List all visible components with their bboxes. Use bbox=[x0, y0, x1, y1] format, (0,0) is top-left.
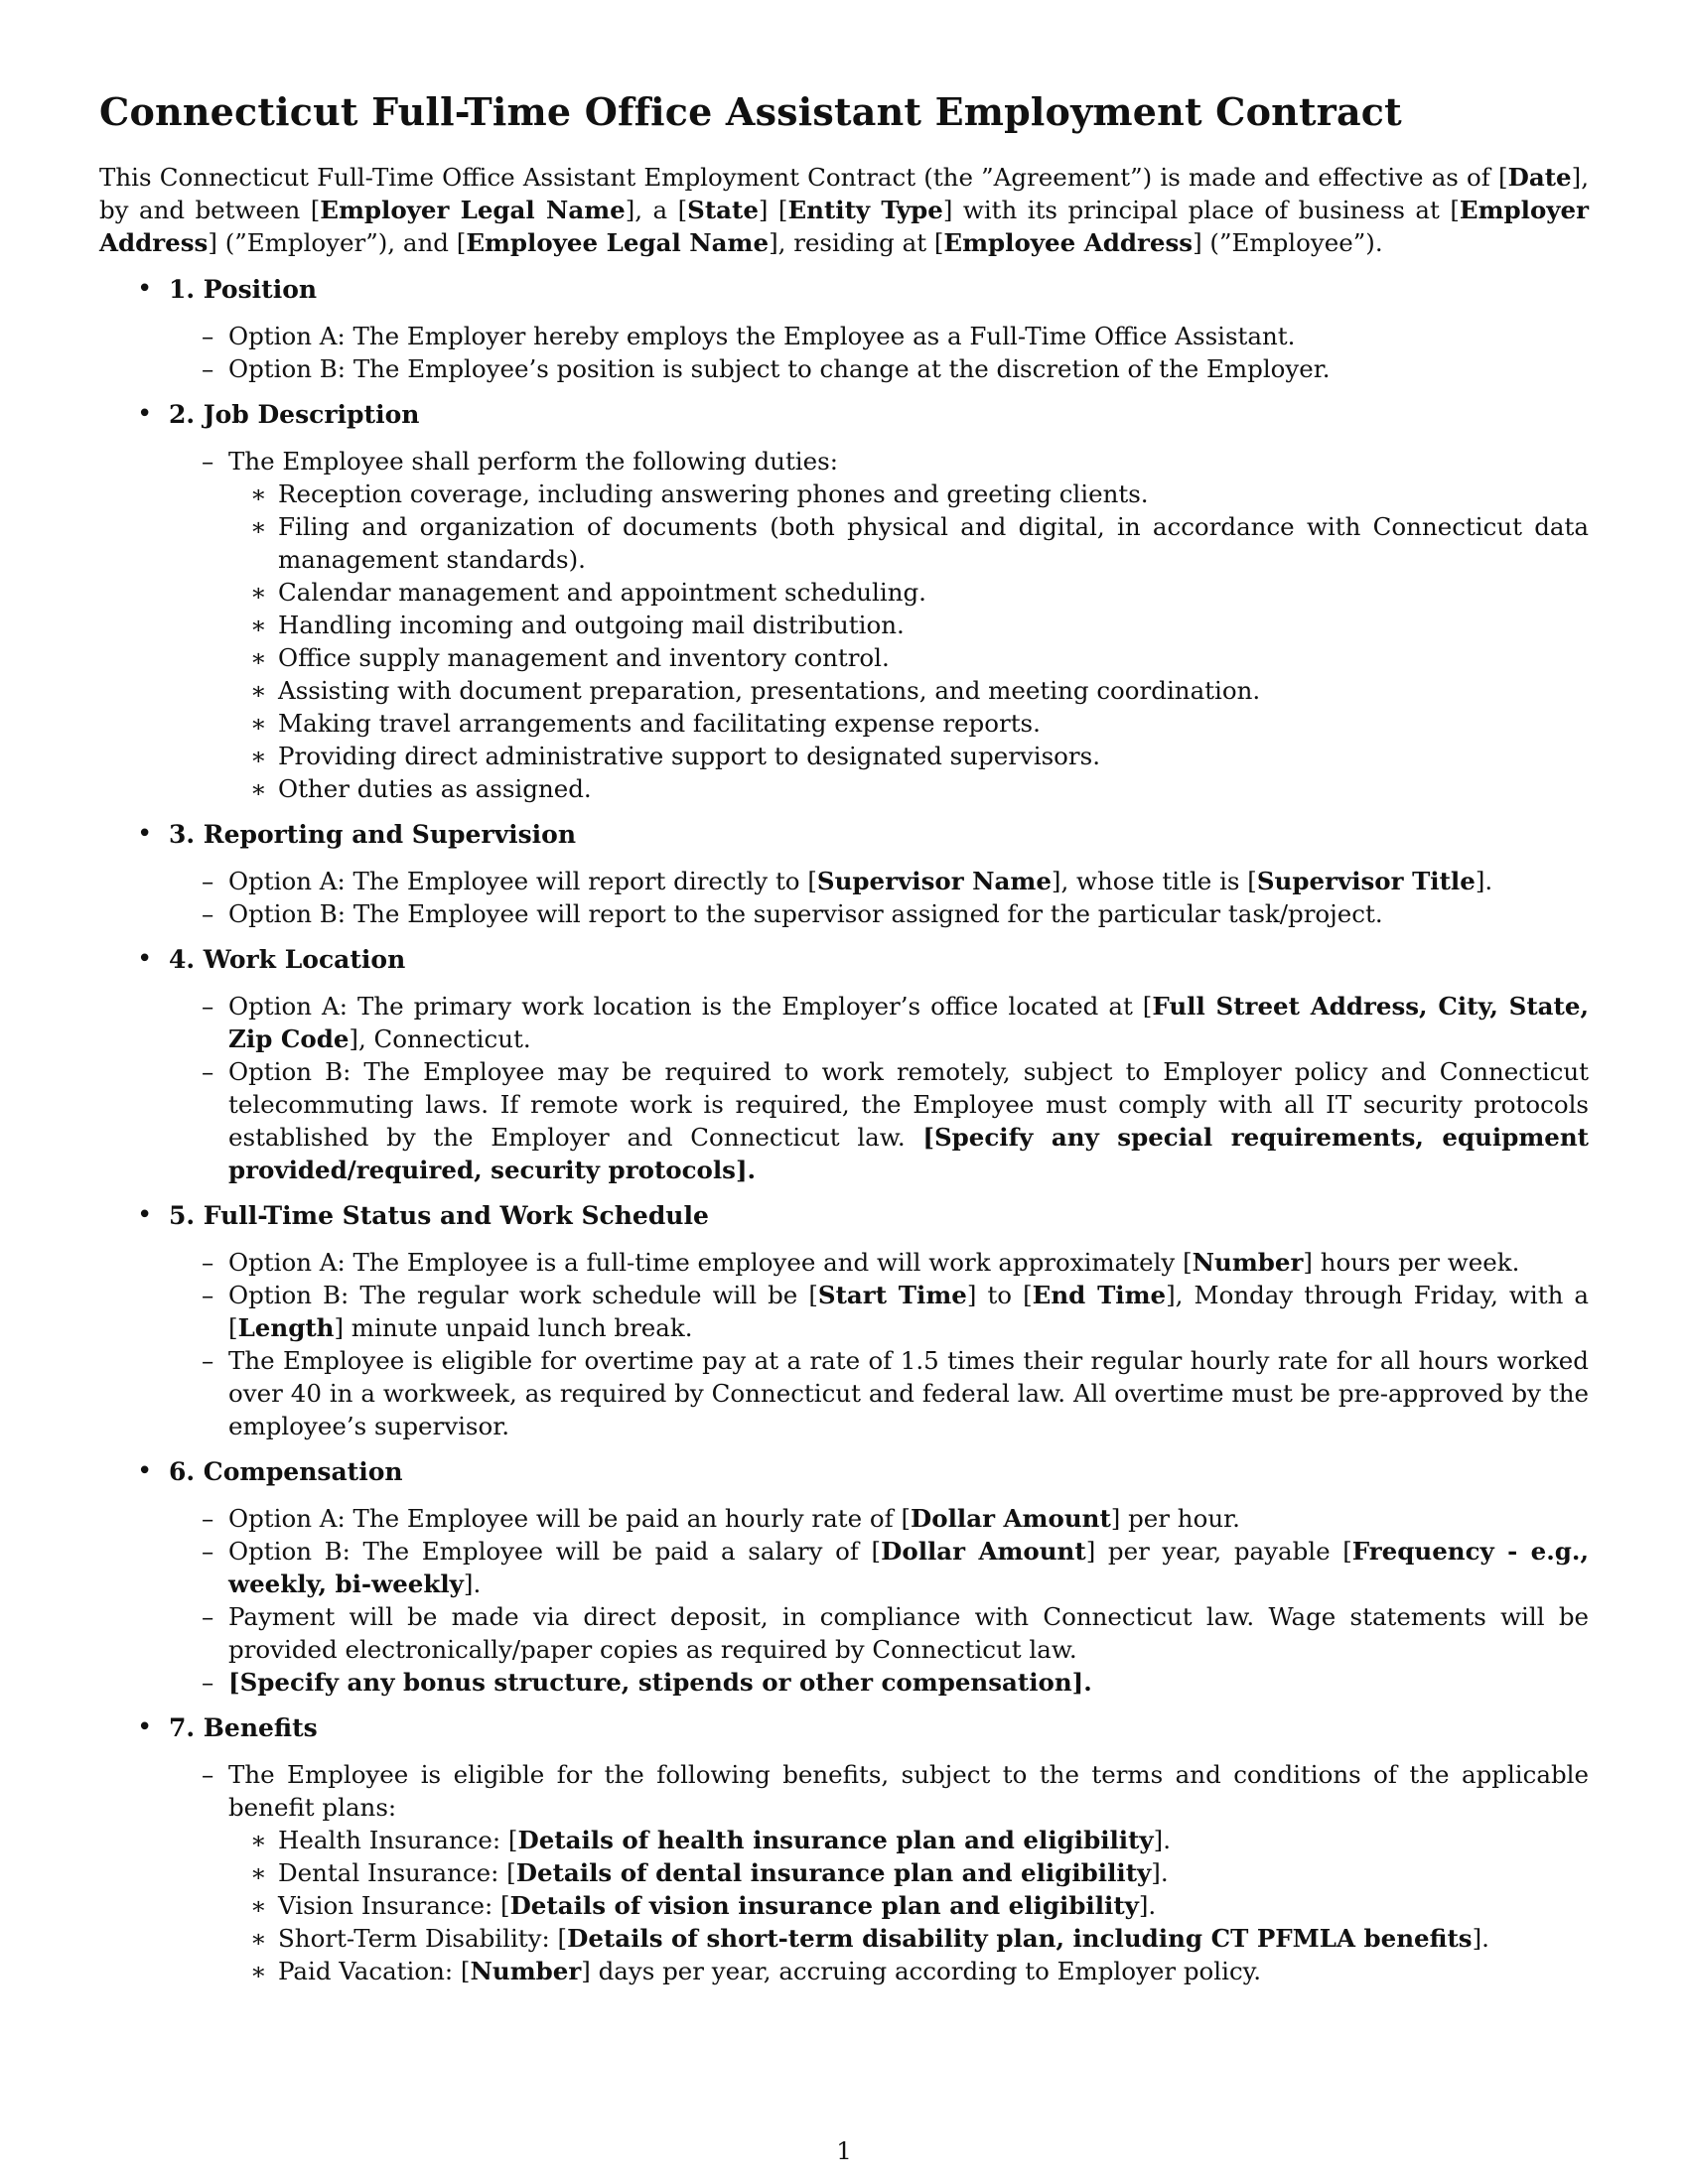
clause-item bbox=[169, 1344, 1589, 1442]
text-run: Payment will be made via direct deposit, in compliance with Connecticut law. Wage statements will be provided electronically/paper copies as required by Connecticut law. bbox=[228, 1601, 1589, 1664]
text-run: ]. bbox=[1153, 1825, 1172, 1854]
text-run: ] [ bbox=[758, 195, 788, 224]
clause-text bbox=[228, 990, 1589, 1055]
placeholder-field: Supervisor Name bbox=[816, 866, 1052, 895]
placeholder-field: End Time bbox=[1032, 1280, 1167, 1309]
section-heading: • 7. Benefits bbox=[169, 1712, 318, 1742]
contract-section bbox=[99, 943, 1589, 1186]
clause-text bbox=[228, 1279, 1589, 1344]
placeholder-field: Dollar Amount bbox=[911, 1503, 1111, 1533]
clause-list bbox=[169, 1758, 1589, 1987]
placeholder-field: Employer Address bbox=[99, 195, 1590, 257]
clause-list bbox=[169, 865, 1589, 930]
intro-paragraph bbox=[99, 161, 1589, 259]
section-heading: • 2. Job Description bbox=[169, 399, 420, 429]
sub-item bbox=[228, 707, 1589, 740]
placeholder-field: Details of vision insurance plan and eligibility bbox=[509, 1890, 1139, 1920]
clause-text bbox=[228, 1535, 1589, 1600]
text-run: Dental Insurance: [ bbox=[278, 1857, 516, 1887]
placeholder-field: Employee Legal Name bbox=[466, 227, 770, 257]
text-run: This Connecticut Full-Time Office Assistant Employment Contract (the ”Agreement”) is made and effective as of [ bbox=[99, 162, 1508, 192]
text-run: ] (”Employee”). bbox=[1193, 227, 1383, 257]
text-run: ], Connecticut. bbox=[349, 1024, 531, 1053]
placeholder-field: Start Time bbox=[817, 1280, 967, 1309]
clause-text bbox=[228, 1600, 1589, 1666]
sub-item bbox=[228, 1922, 1589, 1955]
section-heading: • 6. Compensation bbox=[169, 1456, 403, 1486]
text-run: Making travel arrangements and facilitating expense reports. bbox=[278, 708, 1041, 738]
clause-text bbox=[228, 1666, 1589, 1699]
clause-text bbox=[228, 352, 1589, 385]
text-run: Option A: The Employee is a full-time employee and will work approximately [ bbox=[228, 1247, 1193, 1277]
sub-item bbox=[228, 1824, 1589, 1856]
text-run: ] per hour. bbox=[1110, 1503, 1240, 1533]
placeholder-field: Date bbox=[1507, 162, 1572, 192]
clause-item bbox=[169, 1279, 1589, 1344]
clause-item bbox=[169, 865, 1589, 897]
placeholder-field: Supervisor Title bbox=[1256, 866, 1476, 895]
text-run: ] with its principal place of business at [ bbox=[942, 195, 1460, 224]
text-run: ] days per year, accruing according to Employer policy. bbox=[581, 1956, 1262, 1985]
text-run: Providing direct administrative support to designated supervisors. bbox=[278, 741, 1100, 770]
clause-text bbox=[228, 897, 1589, 930]
page-number: 1 bbox=[836, 2136, 852, 2165]
section-list bbox=[99, 273, 1589, 1987]
section-heading: • 1. Position bbox=[169, 274, 318, 304]
placeholder-field: Full Street Address, City, State, Zip Code bbox=[228, 991, 1589, 1053]
text-run: Short-Term Disability: [ bbox=[278, 1923, 568, 1953]
placeholder-field: Number bbox=[1192, 1247, 1304, 1277]
clause-list bbox=[169, 1502, 1589, 1699]
clause-text bbox=[228, 1344, 1589, 1442]
placeholder-field: Details of dental insurance plan and eligibility bbox=[515, 1857, 1152, 1887]
clause-text bbox=[228, 320, 1589, 352]
text-run: Option B: The regular work schedule will be [ bbox=[228, 1280, 818, 1309]
clause-text bbox=[228, 1246, 1589, 1279]
text-run: Option B: The Employee will be paid a salary of [ bbox=[228, 1536, 882, 1566]
placeholder-field: [Specify any bonus structure, stipends or other compensation]. bbox=[228, 1667, 1092, 1697]
placeholder-field: Employer Legal Name bbox=[320, 195, 626, 224]
sub-item bbox=[228, 740, 1589, 772]
contract-section bbox=[99, 1455, 1589, 1699]
clause-item bbox=[169, 320, 1589, 352]
text-run: ], whose title is [ bbox=[1051, 866, 1257, 895]
sub-item bbox=[228, 641, 1589, 674]
text-run: ]. bbox=[463, 1569, 482, 1598]
clause-text bbox=[228, 1502, 1589, 1535]
text-run: ]. bbox=[1472, 1923, 1489, 1953]
clause-item bbox=[169, 1055, 1589, 1186]
clause-text bbox=[228, 865, 1589, 897]
clause-item bbox=[169, 1535, 1589, 1600]
document-title: Connecticut Full-Time Office Assistant Employment Contract bbox=[99, 89, 1402, 134]
section-heading: • 5. Full-Time Status and Work Schedule bbox=[169, 1200, 709, 1230]
text-run: Assisting with document preparation, presentations, and meeting coordination. bbox=[278, 675, 1261, 705]
text-run: ] (”Employer”), and [ bbox=[208, 227, 467, 257]
contract-section bbox=[99, 398, 1589, 805]
text-run: ], residing at [ bbox=[769, 227, 944, 257]
text-run: Handling incoming and outgoing mail distribution. bbox=[278, 610, 905, 639]
sub-item bbox=[228, 576, 1589, 609]
sub-list bbox=[228, 1824, 1589, 1987]
placeholder-field: Details of health insurance plan and eligibility bbox=[517, 1825, 1154, 1854]
text-run: Calendar management and appointment scheduling. bbox=[278, 577, 926, 607]
sub-item bbox=[228, 772, 1589, 805]
sub-item bbox=[228, 1856, 1589, 1889]
section-heading: • 4. Work Location bbox=[169, 944, 406, 974]
sub-list bbox=[228, 478, 1589, 805]
text-run: ]. bbox=[1151, 1857, 1169, 1887]
contract-section bbox=[99, 1711, 1589, 1987]
clause-item bbox=[169, 1600, 1589, 1666]
placeholder-field: [Specify any special requirements, equipment provided/required, security protocols]. bbox=[228, 1122, 1589, 1184]
text-run: The Employee is eligible for overtime pay at a rate of 1.5 times their regular hourly rate for all hours worked over 40 in a workweek, as required by Connecticut and federal law. All overtime must be pre-approved by the employee’s supervisor. bbox=[228, 1345, 1589, 1440]
text-run: Option A: The Employee will report directly to [ bbox=[228, 866, 817, 895]
sub-item bbox=[228, 510, 1589, 576]
text-run: The Employee is eligible for the following benefits, subject to the terms and conditions of the applicable benefit plans: bbox=[228, 1759, 1589, 1822]
text-run: Reception coverage, including answering phones and greeting clients. bbox=[278, 478, 1149, 508]
text-run: The Employee shall perform the following duties: bbox=[228, 446, 838, 476]
text-run: ]. bbox=[1475, 866, 1493, 895]
text-run: ]. bbox=[1138, 1890, 1157, 1920]
text-run: Option B: The Employee may be required to work remotely, subject to Employer policy and Connecticut telecommuting laws. If remote work is required, the Employee must comply with all IT security protocols established by the Employer and Connecticut law. bbox=[228, 1056, 1589, 1152]
clause-item bbox=[169, 1758, 1589, 1987]
placeholder-field: Employee Address bbox=[943, 227, 1194, 257]
placeholder-field: Length bbox=[237, 1312, 335, 1342]
text-run: ], a [ bbox=[625, 195, 688, 224]
contract-section bbox=[99, 1199, 1589, 1442]
text-run: ] hours per week. bbox=[1303, 1247, 1520, 1277]
clause-item bbox=[169, 1502, 1589, 1535]
placeholder-field: State bbox=[687, 195, 759, 224]
clause-item bbox=[169, 1666, 1589, 1699]
clause-list bbox=[169, 1246, 1589, 1442]
text-run: ] per year, payable [ bbox=[1085, 1536, 1352, 1566]
text-run: Option B: The Employee’s position is subject to change at the discretion of the Employer. bbox=[228, 353, 1331, 383]
text-run: Option B: The Employee will report to the supervisor assigned for the particular task/project. bbox=[228, 898, 1383, 928]
clause-list bbox=[169, 445, 1589, 805]
text-run: Option A: The primary work location is the Employer’s office located at [ bbox=[228, 991, 1153, 1021]
placeholder-field: Entity Type bbox=[787, 195, 943, 224]
sub-item bbox=[228, 609, 1589, 641]
text-run: Option A: The Employee will be paid an hourly rate of [ bbox=[228, 1503, 912, 1533]
sub-item bbox=[228, 1889, 1589, 1922]
clause-item bbox=[169, 897, 1589, 930]
clause-item bbox=[169, 445, 1589, 805]
text-run: Office supply management and inventory control. bbox=[278, 642, 890, 672]
text-run: Option A: The Employer hereby employs the Employee as a Full-Time Office Assistant. bbox=[228, 321, 1296, 350]
sub-item bbox=[228, 1955, 1589, 1987]
text-run: ], Monday through Friday, with a [ bbox=[228, 1280, 1590, 1342]
clause-list bbox=[169, 320, 1589, 385]
placeholder-field: Number bbox=[470, 1956, 582, 1985]
text-run: ] minute unpaid lunch break. bbox=[334, 1312, 693, 1342]
clause-item bbox=[169, 990, 1589, 1055]
clause-text bbox=[228, 445, 1589, 478]
text-run: ], by and between [ bbox=[99, 162, 1589, 224]
text-run: ] to [ bbox=[966, 1280, 1033, 1309]
clause-item bbox=[169, 1246, 1589, 1279]
text-run: Filing and organization of documents (both physical and digital, in accordance with Connecticut data management standards). bbox=[278, 511, 1589, 574]
placeholder-field: Details of short-term disability plan, including CT PFMLA benefits bbox=[567, 1923, 1473, 1953]
sub-item bbox=[228, 674, 1589, 707]
text-run: Health Insurance: [ bbox=[278, 1825, 518, 1854]
clause-list bbox=[169, 990, 1589, 1186]
placeholder-field: Frequency - e.g., weekly, bi-weekly bbox=[228, 1536, 1589, 1598]
text-run: Other duties as assigned. bbox=[278, 773, 592, 803]
text-run: Paid Vacation: [ bbox=[278, 1956, 471, 1985]
clause-item bbox=[169, 352, 1589, 385]
clause-text bbox=[228, 1758, 1589, 1824]
text-run: Vision Insurance: [ bbox=[278, 1890, 510, 1920]
contract-section bbox=[99, 273, 1589, 385]
section-heading: • 3. Reporting and Supervision bbox=[169, 819, 577, 849]
clause-text bbox=[228, 1055, 1589, 1186]
placeholder-field: Dollar Amount bbox=[881, 1536, 1086, 1566]
contract-section bbox=[99, 818, 1589, 930]
sub-item bbox=[228, 478, 1589, 510]
